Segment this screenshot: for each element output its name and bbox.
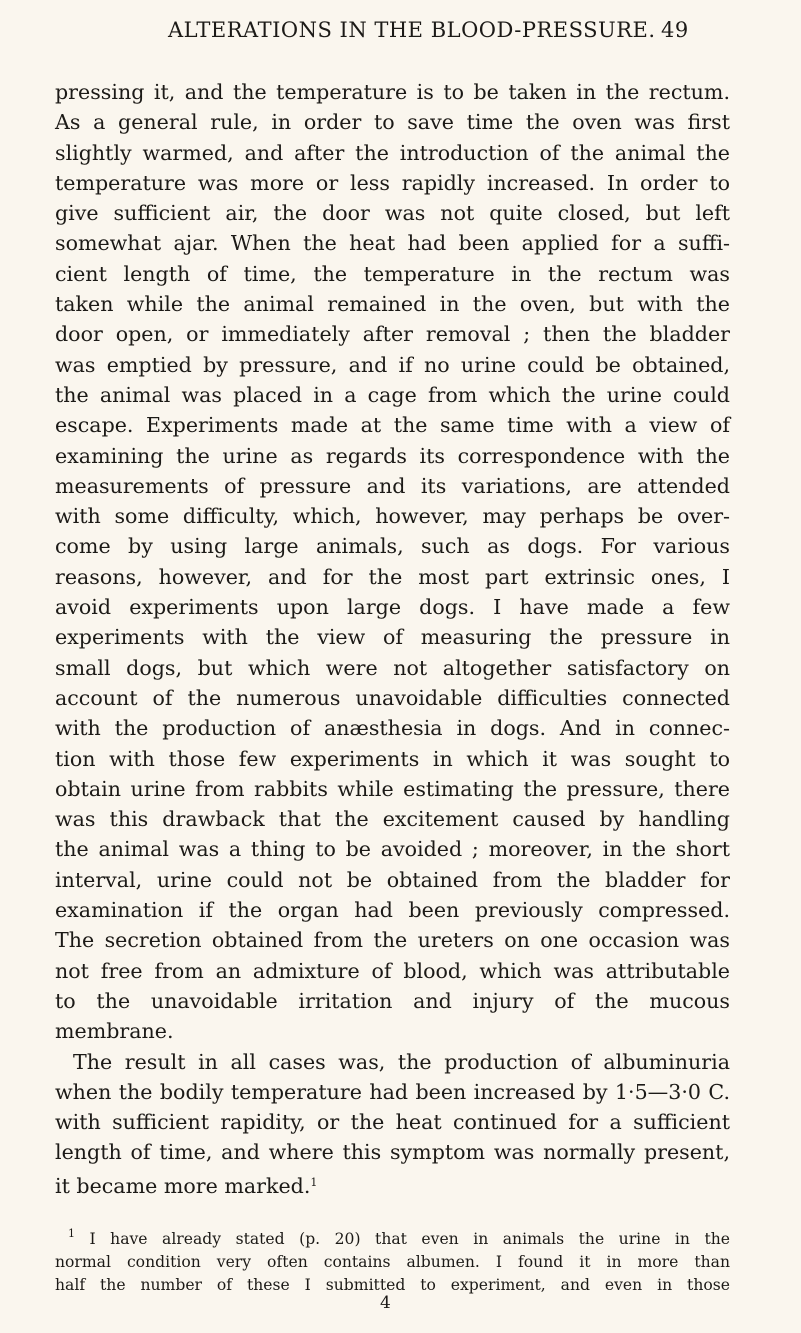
text-line: cient length of time, the temperature in the rectum was xyxy=(55,261,730,286)
footnote-reference: 1 xyxy=(310,1175,318,1189)
text-line: with sufficient rapidity, or the heat continued for a sufficient xyxy=(55,1110,730,1135)
paragraph-first-line: The result in all cases was, the production of albuminuria xyxy=(73,1049,730,1074)
text-line: measurements of pressure and its variations, are attended xyxy=(55,473,730,498)
text-line: with some difficulty, which, however, may perhaps be over- xyxy=(55,504,730,529)
text-line: obtain urine from rabbits while estimating the pressure, there xyxy=(55,776,730,801)
signature-mark: 4 xyxy=(380,1293,391,1313)
text-line: come by using large animals, such as dogs. For various xyxy=(55,534,730,559)
footnote-line: half the number of these I submitted to experiment, and even in those xyxy=(55,1276,730,1294)
text-line: when the bodily temperature had been increased by 1·5—3·0 C. xyxy=(55,1079,730,1104)
paragraph-last-text: it became more marked. xyxy=(55,1173,311,1198)
text-line: examining the urine as regards its correspondence with the xyxy=(55,443,730,468)
text-line: give sufficient air, the door was not quite closed, but left xyxy=(55,201,730,226)
text-line xyxy=(55,1168,730,1201)
text-line: length of time, and where this symptom was normally present, xyxy=(55,1140,730,1165)
text-line: the animal was a thing to be avoided ; moreover, in the short xyxy=(55,837,730,862)
footnote-text: I have already stated (p. 20) that even in animals the urine in the xyxy=(89,1230,730,1248)
text-line: tion with those few experiments in which it was sought to xyxy=(55,746,730,771)
text-line: slightly warmed, and after the introduction of the animal the xyxy=(55,140,730,165)
page-number: 49 xyxy=(661,18,689,42)
text-line: taken while the animal remained in the oven, but with the xyxy=(55,292,730,317)
text-line: examination if the organ had been previously compressed. xyxy=(55,898,730,923)
text-line: to the unavoidable irritation and injury of the mucous xyxy=(55,988,730,1013)
text-line: small dogs, but which were not altogether satisfactory on xyxy=(55,655,730,680)
text-line: pressing it, and the temperature is to be taken in the rectum. xyxy=(55,80,730,104)
text-line: membrane. xyxy=(55,1019,174,1044)
text-line: door open, or immediately after removal ; then the bladder xyxy=(55,322,730,347)
text-line: avoid experiments upon large dogs. I have made a few xyxy=(55,595,730,620)
text-line: As a general rule, in order to save time the oven was first xyxy=(55,110,730,135)
running-title: ALTERATIONS IN THE BLOOD-PRESSURE. xyxy=(168,18,656,42)
text-line: was emptied by pressure, and if no urine could be obtained, xyxy=(55,352,730,377)
text-line: The secretion obtained from the ureters on one occasion was xyxy=(55,928,730,953)
body-text xyxy=(55,77,730,1201)
footnote-line xyxy=(55,1222,730,1251)
footnote-marker: 1 xyxy=(68,1227,75,1240)
text-line: experiments with the view of measuring the pressure in xyxy=(55,625,730,650)
text-line: interval, urine could not be obtained from the bladder for xyxy=(55,867,730,892)
text-line: not free from an admixture of blood, which was attributable xyxy=(55,958,730,983)
text-line: temperature was more or less rapidly increased. In order to xyxy=(55,170,730,195)
text-line: reasons, however, and for the most part extrinsic ones, I xyxy=(55,564,730,589)
footnote-line: normal condition very often contains albumen. I found it in more than xyxy=(55,1253,730,1271)
text-line: was this drawback that the excitement caused by handling xyxy=(55,807,730,832)
text-line: escape. Experiments made at the same time with a view of xyxy=(55,413,730,438)
text-line: account of the numerous unavoidable difficulties connected xyxy=(55,685,730,710)
text-line: the animal was placed in a cage from which the urine could xyxy=(55,382,730,407)
footnote xyxy=(55,1222,730,1297)
text-line: with the production of anæsthesia in dogs. And in connec- xyxy=(55,716,730,741)
text-line: somewhat ajar. When the heat had been applied for a suffi- xyxy=(55,231,730,256)
